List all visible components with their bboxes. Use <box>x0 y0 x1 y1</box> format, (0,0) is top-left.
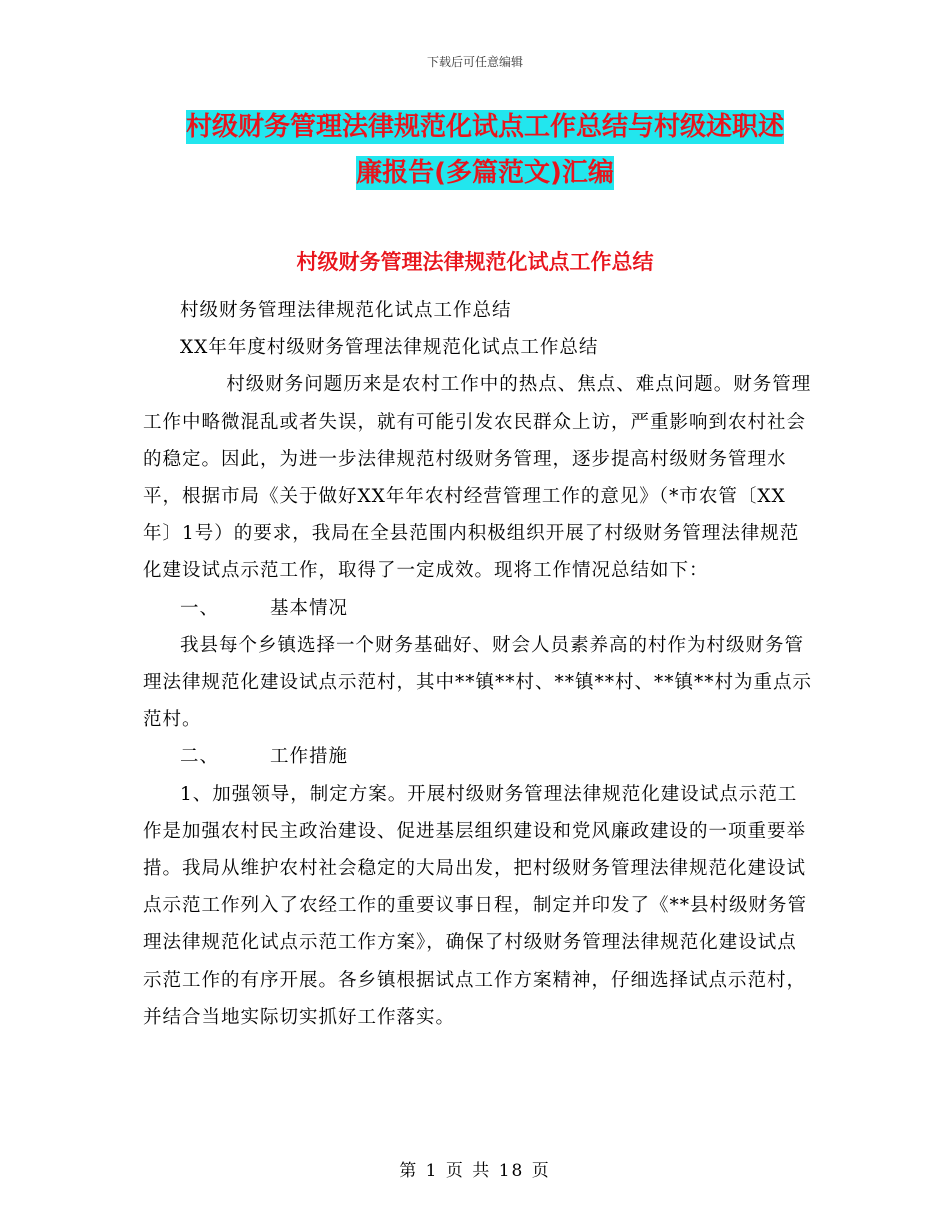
document-title <box>145 104 825 196</box>
paragraph: 我县每个乡镇选择一个财务基础好、财会人员素养高的村作为村级财务管理法律规范化建设试点示范村，其中**镇**村、**镇**村、**镇**村为重点示范村。 <box>143 634 813 731</box>
paragraph: 村级财务问题历来是农村工作中的热点、焦点、难点问题。财务管理工作中略微混乱或者失误，就有可能引发农民群众上访，严重影响到农村社会的稳定。因此，为进一步法律规范村级财务管理，逐步提高村级财务管理水平，根据市局《关于做好XX年年农村经营管理工作的意见》（*市农管〔XX年〕1号）的要求，我局在全县范围内积极组织开展了村级财务管理法律规范化建设试点示范工作，取得了一定成效。现将工作情况总结如下： <box>143 374 812 582</box>
title-line-1: 村级财务管理法律规范化试点工作总结与村级述职述 <box>185 112 784 142</box>
paragraph: 1、加强领导，制定方案。开展村级财务管理法律规范化建设试点示范工作是加强农村民主政治建设、促进基层组织建设和党风廉政建设的一项重要举措。我局从维护农村社会稳定的大局出发，把村级财务管理法律规范化建设试点示范工作列入了农经工作的重要议事日程，制定并印发了《**县村级财务管理法律规范化试点示范工作方案》，确保了村级财务管理法律规范化建设试点示范工作的有序开展。各乡镇根据试点工作方案精神，仔细选择试点示范村，并结合当地实际切实抓好工作落实。 <box>143 783 808 1028</box>
page-header-note: 下载后可任意编辑 <box>426 55 523 69</box>
heading-text: 基本情况 <box>270 597 349 619</box>
section-heading-1 <box>143 590 813 627</box>
heading-text: 工作措施 <box>270 746 349 768</box>
page-number-footer: 第 1 页 共 18 页 <box>399 1161 551 1181</box>
heading-number: 一、 <box>180 597 220 619</box>
paragraph: 村级财务管理法律规范化试点工作总结 <box>180 300 512 321</box>
heading-number: 二、 <box>180 746 220 768</box>
document-body <box>143 292 813 1036</box>
section-heading-2 <box>143 738 813 775</box>
paragraph: XX年年度村级财务管理法律规范化试点工作总结 <box>180 337 599 359</box>
title-line-2: 廉报告(多篇范文)汇编 <box>356 158 614 188</box>
section-title: 村级财务管理法律规范化试点工作总结 <box>296 250 654 274</box>
